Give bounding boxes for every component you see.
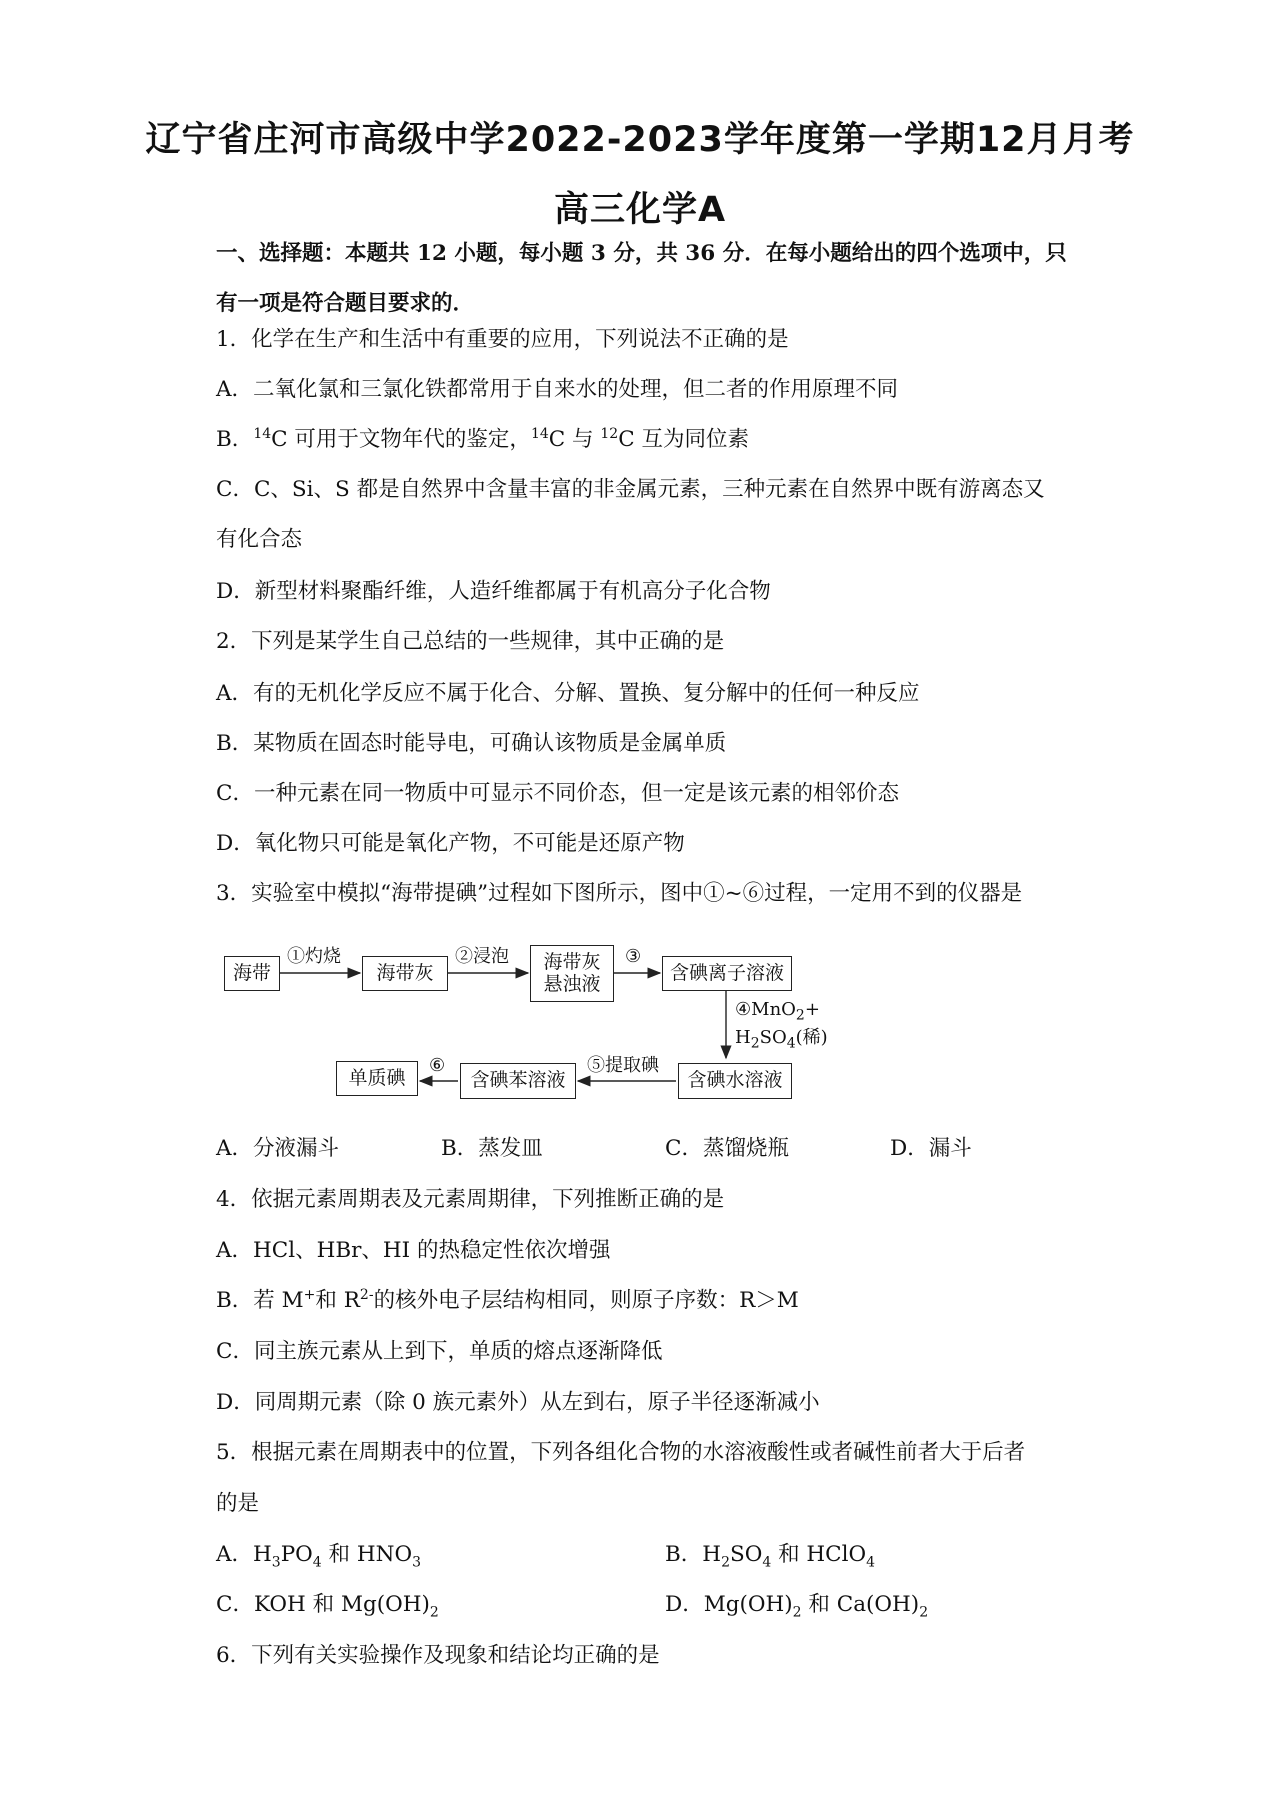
q5-stem-line1: 5．根据元素在周期表中的位置，下列各组化合物的水溶液酸性或者碱性前者大于后者 bbox=[216, 1440, 1026, 1465]
q5-stem-line2: 的是 bbox=[216, 1491, 260, 1516]
q2-stem: 2．下列是某学生自己总结的一些规律，其中正确的是 bbox=[216, 629, 725, 654]
q4-stem: 4．依据元素周期表及元素周期律，下列推断正确的是 bbox=[216, 1187, 725, 1212]
flow-step-2-label: ②浸泡 bbox=[455, 946, 509, 967]
q2-option-b: B．某物质在固态时能导电，可确认该物质是金属单质 bbox=[216, 731, 727, 756]
flow-box-iodide-solution: 含碘离子溶液 bbox=[662, 956, 792, 991]
q4-option-d: D．同周期元素（除 0 族元素外）从左到右，原子半径逐渐减小 bbox=[216, 1390, 820, 1415]
section-instructions-line1: 一、选择题：本题共 12 小题，每小题 3 分，共 36 分．在每小题给出的四个选项中，只 bbox=[216, 241, 1067, 266]
flow-box-kelp-ash: 海带灰 bbox=[362, 956, 448, 991]
q3-stem: 3．实验室中模拟“海带提碘”过程如下图所示，图中①~⑥过程，一定用不到的仪器是 bbox=[216, 881, 1023, 906]
flow-box-elemental-iodine: 单质碘 bbox=[336, 1061, 418, 1096]
q3-option-a: A．分液漏斗 bbox=[216, 1136, 340, 1161]
q5-option-d: D．$Mg(OH)_2$ 和 $Ca(OH)_2$ bbox=[665, 1592, 929, 1621]
q2-option-c: C．一种元素在同一物质中可显示不同价态，但一定是该元素的相邻价态 bbox=[216, 781, 899, 806]
flow-step-1-label: ①灼烧 bbox=[287, 946, 341, 967]
exam-title: 辽宁省庄河市高级中学2022-2023学年度第一学期12月月考 bbox=[145, 120, 1135, 160]
q3-option-d: D．漏斗 bbox=[890, 1136, 972, 1161]
flow-step-6-label: ⑥ bbox=[429, 1055, 446, 1076]
q6-stem: 6．下列有关实验操作及现象和结论均正确的是 bbox=[216, 1643, 660, 1668]
flow-step-4-label-line1: ④MnO$_2$+ bbox=[735, 999, 820, 1024]
q4-option-a: A．HCl、HBr、HI 的热稳定性依次增强 bbox=[216, 1238, 611, 1263]
q1-option-d: D．新型材料聚酯纤维，人造纤维都属于有机高分子化合物 bbox=[216, 579, 771, 604]
flow-step-3-label: ③ bbox=[625, 946, 642, 967]
q1-option-c-line2: 有化合态 bbox=[216, 527, 303, 552]
flow-step-5-label: ⑤提取碘 bbox=[587, 1055, 659, 1076]
flow-box-iodine-water: 含碘水溶液 bbox=[678, 1063, 792, 1099]
q5-option-a: A．$H_3PO_4$ 和 $HNO_3$ bbox=[216, 1542, 421, 1571]
q5-option-c: C．KOH 和 $Mg(OH)_2$ bbox=[216, 1592, 439, 1621]
q3-option-b: B．蒸发皿 bbox=[441, 1136, 543, 1161]
exam-subtitle: 高三化学A bbox=[553, 190, 727, 230]
flow-box-ash-suspension: 海带灰 悬浊液 bbox=[530, 945, 614, 1002]
q1-option-c-line1: C．C、Si、S 都是自然界中含量丰富的非金属元素，三种元素在自然界中既有游离态又 bbox=[216, 477, 1045, 502]
q1-stem: 1．化学在生产和生活中有重要的应用，下列说法不正确的是 bbox=[216, 327, 789, 352]
section-instructions-line2: 有一项是符合题目要求的． bbox=[216, 291, 475, 316]
q2-option-d: D．氧化物只可能是氧化产物，不可能是还原产物 bbox=[216, 831, 685, 856]
q4-option-b: B．若 M+和 $R^{2-}$的核外电子层结构相同，则原子序数：R＞M bbox=[216, 1286, 799, 1313]
q1-option-a: A．二氧化氯和三氯化铁都常用于自来水的处理，但二者的作用原理不同 bbox=[216, 377, 899, 402]
flow-box-iodine-benzene: 含碘苯溶液 bbox=[460, 1063, 576, 1099]
flow-step-4-label-line2: $H_2SO_4$(稀) bbox=[735, 1027, 828, 1052]
flow-box-kelp: 海带 bbox=[224, 956, 280, 991]
q4-option-c: C．同主族元素从上到下，单质的熔点逐渐降低 bbox=[216, 1339, 663, 1364]
q5-option-b: B．$H_2SO_4$ 和 HClO$_4$ bbox=[665, 1542, 876, 1571]
q1-option-b: B．$^{14}$C 可用于文物年代的鉴定，$^{14}$C 与 $^{12}$C 互为同位素 bbox=[216, 425, 750, 452]
q2-option-a: A．有的无机化学反应不属于化合、分解、置换、复分解中的任何一种反应 bbox=[216, 681, 920, 706]
q3-option-c: C．蒸馏烧瓶 bbox=[665, 1136, 789, 1161]
